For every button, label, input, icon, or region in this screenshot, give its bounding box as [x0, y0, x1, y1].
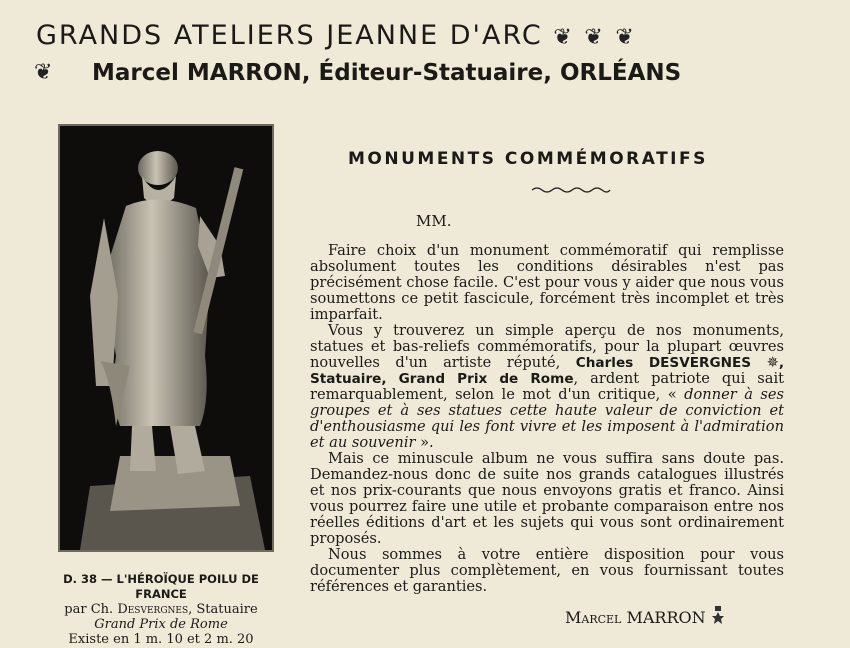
salutation: MM.: [416, 212, 452, 230]
caption-sizes: Existe en 1 m. 10 et 2 m. 20: [68, 632, 254, 647]
header-line-1: [36, 20, 636, 51]
wave-divider-icon: [530, 185, 612, 195]
paragraph: Nous sommes à votre entière disposition pour vous documenter plus complètement, en vous fournissant toutes références et garanties.: [310, 546, 784, 595]
caption-artist: Desvergnes: [117, 602, 189, 617]
fleuron-ornament-icon: ❦: [615, 25, 636, 50]
paragraph: [310, 323, 784, 451]
caption-role: , Statuaire: [188, 602, 258, 617]
poilu-statue-icon: [60, 126, 272, 550]
photo-caption: [40, 572, 282, 647]
caption-award: Grand Prix de Rome: [94, 617, 228, 632]
critic-quote: donner à ses groupes et à ses statues cette haute valeur de conviction et d'enthousiasme qui les font vivre et les imposent à l'admiration et au souvenir: [310, 386, 784, 451]
statue-photograph: [58, 124, 274, 552]
fleuron-ornament-icon: ❦: [553, 25, 574, 50]
paragraph-text: Vous y trouverez un simple aperçu de nos monuments, statues et bas-reliefs commémoratifs, pour la plupart œuvres nouvelles d'un artiste réputé,: [310, 322, 784, 371]
caption-artist-line: [40, 602, 282, 617]
atelier-name: GRANDS ATELIERS JEANNE D'ARC: [36, 20, 543, 51]
paragraph-text: , ardent patriote qui sait remarquablement, selon le mot d'un critique, «: [310, 370, 784, 403]
medal-icon: [711, 606, 725, 626]
artist-title: , Statuaire, Grand Prix de Rome: [310, 355, 785, 387]
signature-first-name: Marcel: [565, 608, 622, 627]
fleuron-ornament-icon: ❦: [584, 25, 605, 50]
paragraph-text: ».: [420, 434, 434, 451]
letter-body: [310, 243, 784, 595]
publisher-line: Marcel MARRON, Éditeur-Statuaire, ORLÉANS: [92, 60, 682, 86]
caption-title: D. 38 — L'HÉROÏQUE POILU DE FRANCE: [63, 572, 259, 601]
fleuron-ornament-icon: ❦: [34, 60, 53, 85]
paragraph: Mais ce minuscule album ne vous suffira sans doute pas. Demandez-nous donc de suite nos grands catalogues illustrés et nos prix-courants que nous envoyons gratis et franco. Ainsi vous pourrez faire une utile et probante comparaison entre nos réelles éditions d'art et les sujets qui vous sont ordinairement proposés.: [310, 450, 784, 547]
artist-name: Charles DESVERGNES: [575, 355, 752, 371]
signature-last-name: MARRON: [626, 608, 706, 627]
signature: [565, 606, 725, 627]
caption-by: par Ch.: [64, 602, 114, 617]
page-title: MONUMENTS COMMÉMORATIFS: [348, 149, 708, 169]
paragraph: Faire choix d'un monument commémoratif qui remplisse absolument toutes les conditions désirables n'est pas précisément chose facile. C'est pour vous y aider que nous vous soumettons ce petit fascicule, forcément très incomplet et très imparfait.: [310, 242, 784, 323]
star-icon: ✵: [766, 354, 779, 371]
